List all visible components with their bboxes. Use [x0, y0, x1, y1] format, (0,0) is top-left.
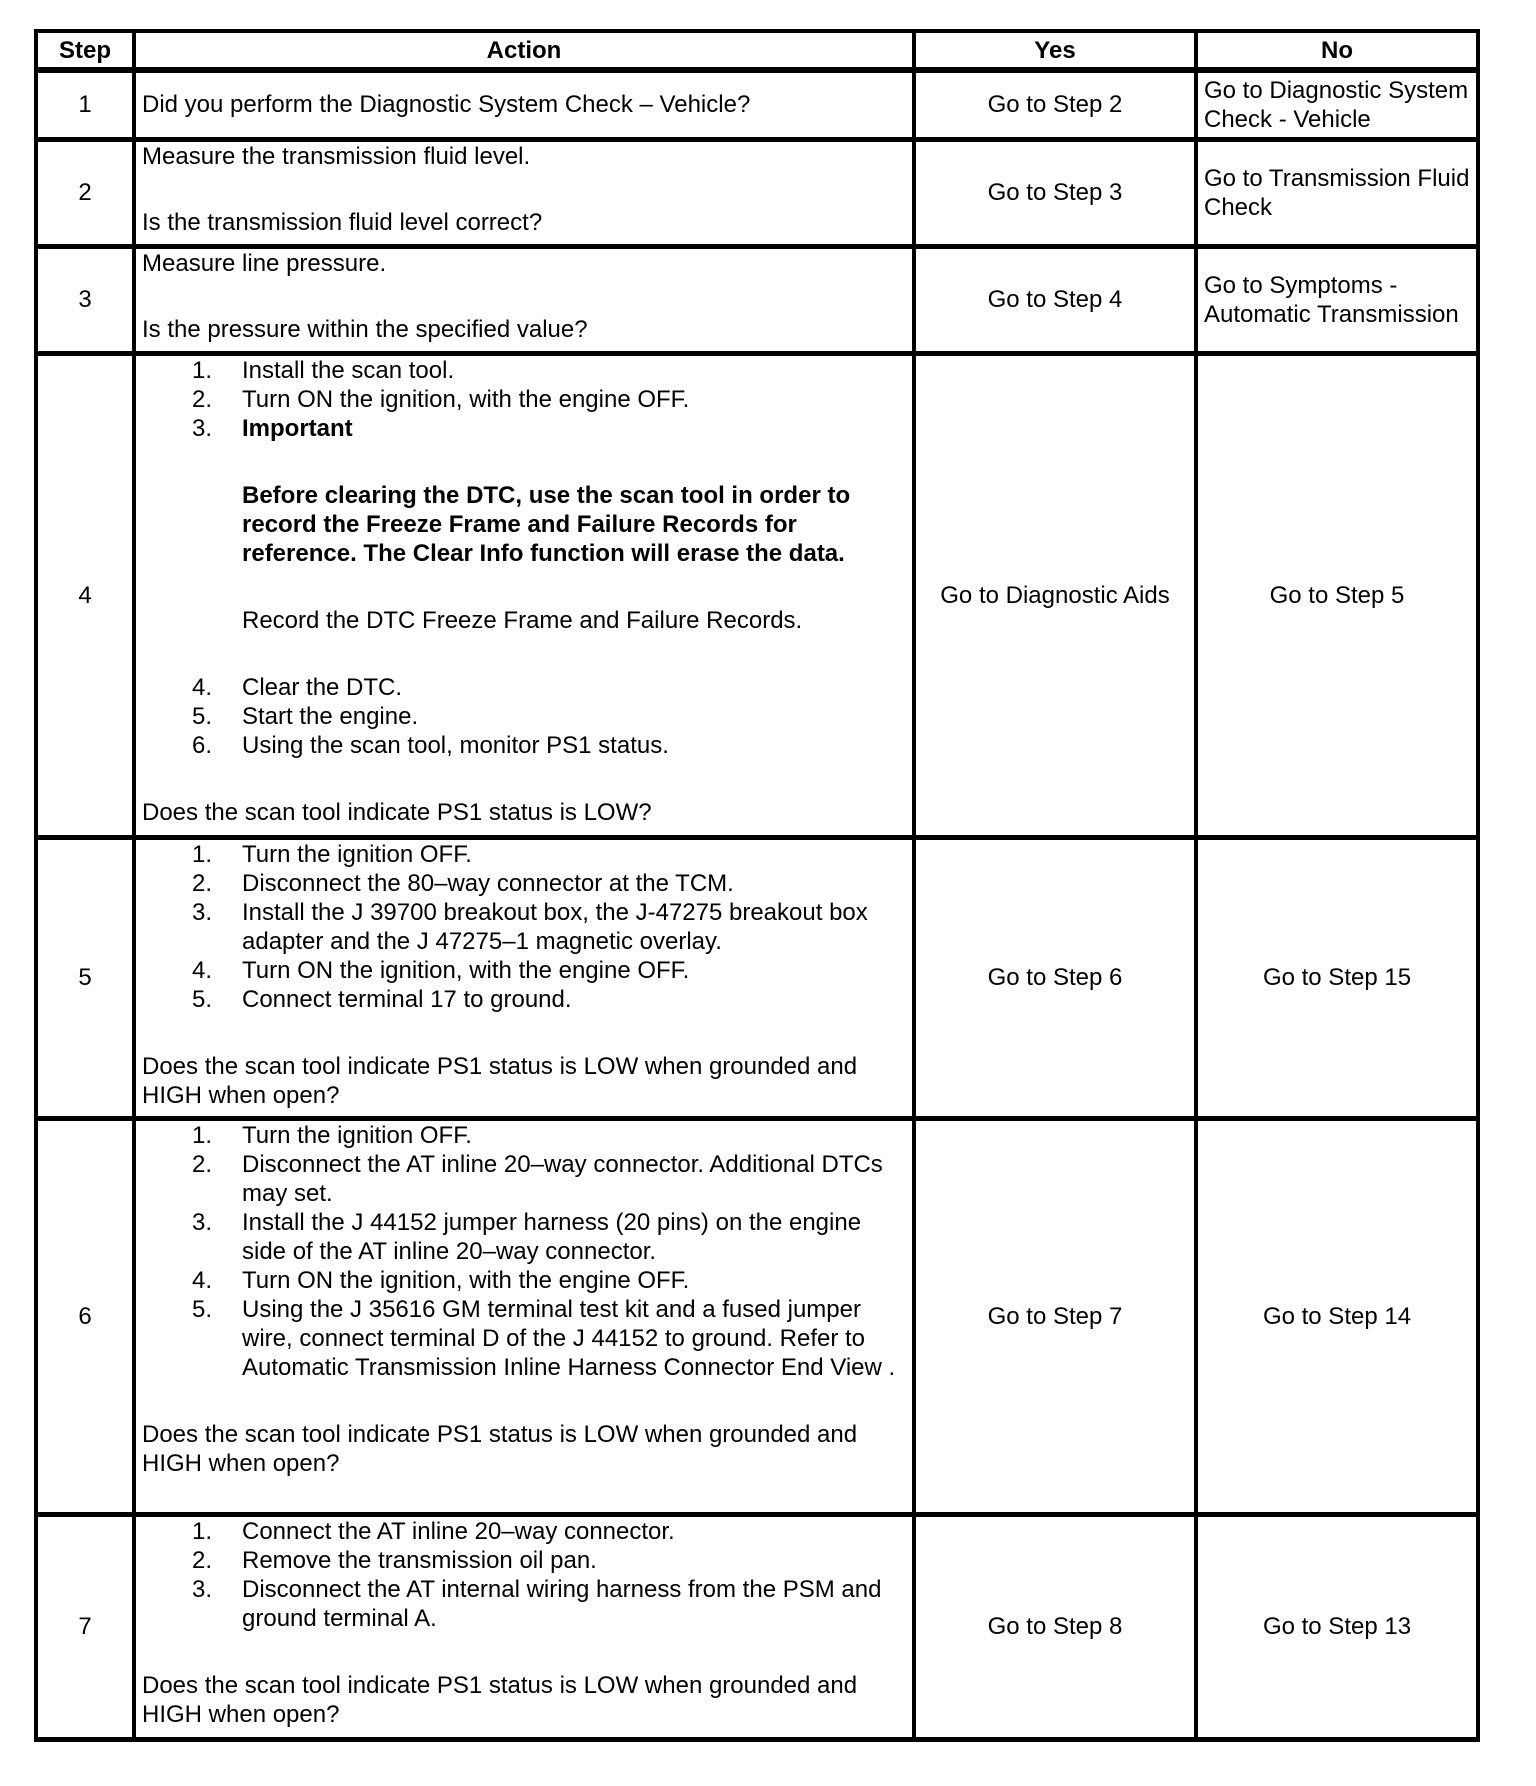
list-item: 3. Install the J 39700 breakout box, the J-47275 breakout box adapter and the J 47275–1 magnetic overlay. — [192, 898, 868, 955]
list-item: 5. Start the engine. — [192, 702, 419, 730]
table-row-step-6 — [36, 1118, 1478, 1514]
action-cell — [134, 1514, 914, 1739]
table-row-step-5 — [36, 837, 1478, 1118]
action-question: Does the scan tool indicate PS1 status is LOW when grounded and HIGH when open? — [142, 1420, 858, 1477]
list-item: 1. Connect the AT inline 20–way connector. — [192, 1517, 675, 1545]
header-yes: Yes — [914, 31, 1196, 70]
table-row-step-3 — [36, 246, 1478, 353]
diagnostic-table — [34, 29, 1480, 1742]
action-question: Does the scan tool indicate PS1 status is LOW when grounded and HIGH when open? — [142, 1671, 858, 1728]
step-number: 2 — [36, 139, 134, 246]
table-row-step-2 — [36, 139, 1478, 246]
yes-cell: Go to Step 2 — [914, 70, 1196, 139]
action-steps-list — [142, 1517, 906, 1633]
list-item: 2. Remove the transmission oil pan. — [192, 1546, 597, 1574]
action-cell — [134, 353, 914, 837]
no-cell: Go to Step 5 — [1196, 353, 1478, 837]
step-number: 1 — [36, 70, 134, 139]
table-row-step-4 — [36, 353, 1478, 837]
important-heading: Important — [242, 414, 353, 442]
no-cell: Go to Step 14 — [1196, 1118, 1478, 1514]
action-cell — [134, 246, 914, 353]
record-instruction: Record the DTC Freeze Frame and Failure Records. — [242, 606, 803, 634]
list-item: 4. Turn ON the ignition, with the engine OFF. — [192, 956, 690, 984]
action-steps-list — [142, 1121, 906, 1382]
header-no: No — [1196, 31, 1478, 70]
action-steps-list — [142, 840, 906, 1014]
action-cell — [134, 837, 914, 1118]
step-number: 7 — [36, 1514, 134, 1739]
list-item: 1. Install the scan tool. — [192, 356, 455, 384]
list-item: 3. Install the J 44152 jumper harness (20 pins) on the engine side of the AT inline 20–way connector. — [192, 1208, 862, 1265]
no-cell: Go to Step 15 — [1196, 837, 1478, 1118]
no-cell: Go to Diagnostic System Check - Vehicle — [1196, 70, 1478, 139]
action-cell — [134, 70, 914, 139]
list-item: 2. Disconnect the AT inline 20–way connector. Additional DTCs may set. — [192, 1150, 883, 1207]
yes-cell: Go to Step 3 — [914, 139, 1196, 246]
action-question: Is the transmission fluid level correct? — [142, 208, 543, 236]
action-question: Did you perform the Diagnostic System Check – Vehicle? — [142, 91, 751, 119]
list-item: 2. Disconnect the 80–way connector at the TCM. — [192, 869, 734, 897]
list-item: 3. Important Before clearing the DTC, use the scan tool in order to record the Freeze Frame and Failure Records for reference. The Clear Info function will erase the data. Record the DTC Freeze Frame and Failure Records. — [142, 414, 906, 673]
table-row-step-1 — [36, 70, 1478, 139]
header-row — [36, 31, 1478, 70]
list-item: 1. Turn the ignition OFF. — [192, 1121, 472, 1149]
action-question: Does the scan tool indicate PS1 status is LOW when grounded and HIGH when open? — [142, 1052, 858, 1109]
list-item: 6. Using the scan tool, monitor PS1 status. — [192, 731, 669, 759]
action-question: Is the pressure within the specified value? — [142, 315, 588, 343]
step-number: 6 — [36, 1118, 134, 1514]
header-action: Action — [134, 31, 914, 70]
step-number: 4 — [36, 353, 134, 837]
step-number: 3 — [36, 246, 134, 353]
list-item: 4. Clear the DTC. — [192, 673, 403, 701]
yes-cell: Go to Step 4 — [914, 246, 1196, 353]
header-step: Step — [36, 31, 134, 70]
no-cell: Go to Transmission Fluid Check — [1196, 139, 1478, 246]
list-item: 3. Disconnect the AT internal wiring harness from the PSM and ground terminal A. — [192, 1575, 882, 1632]
yes-cell: Go to Diagnostic Aids — [914, 353, 1196, 837]
list-item: 5. Connect terminal 17 to ground. — [192, 985, 572, 1013]
yes-cell: Go to Step 6 — [914, 837, 1196, 1118]
list-item: 1. Turn the ignition OFF. — [192, 840, 472, 868]
action-intro: Measure line pressure. — [142, 249, 387, 277]
step-number: 5 — [36, 837, 134, 1118]
yes-cell: Go to Step 8 — [914, 1514, 1196, 1739]
action-intro: Measure the transmission fluid level. — [142, 142, 531, 170]
list-item: 2. Turn ON the ignition, with the engine OFF. — [192, 385, 690, 413]
action-question: Does the scan tool indicate PS1 status is LOW? — [142, 798, 652, 826]
no-cell: Go to Symptoms - Automatic Transmission — [1196, 246, 1478, 353]
yes-cell: Go to Step 7 — [914, 1118, 1196, 1514]
action-cell — [134, 139, 914, 246]
list-item: 4. Turn ON the ignition, with the engine OFF. — [192, 1266, 690, 1294]
action-cell — [134, 1118, 914, 1514]
no-cell: Go to Step 13 — [1196, 1514, 1478, 1739]
important-note: Before clearing the DTC, use the scan tool in order to record the Freeze Frame and Failure Records for reference. The Clear Info function will erase the data. — [242, 481, 851, 567]
action-steps-list — [142, 356, 906, 760]
list-item: 5. Using the J 35616 GM terminal test kit and a fused jumper wire, connect terminal D of the J 44152 to ground. Refer to Automatic Transmission Inline Harness Connector End View . — [192, 1295, 896, 1381]
table-row-step-7 — [36, 1514, 1478, 1739]
